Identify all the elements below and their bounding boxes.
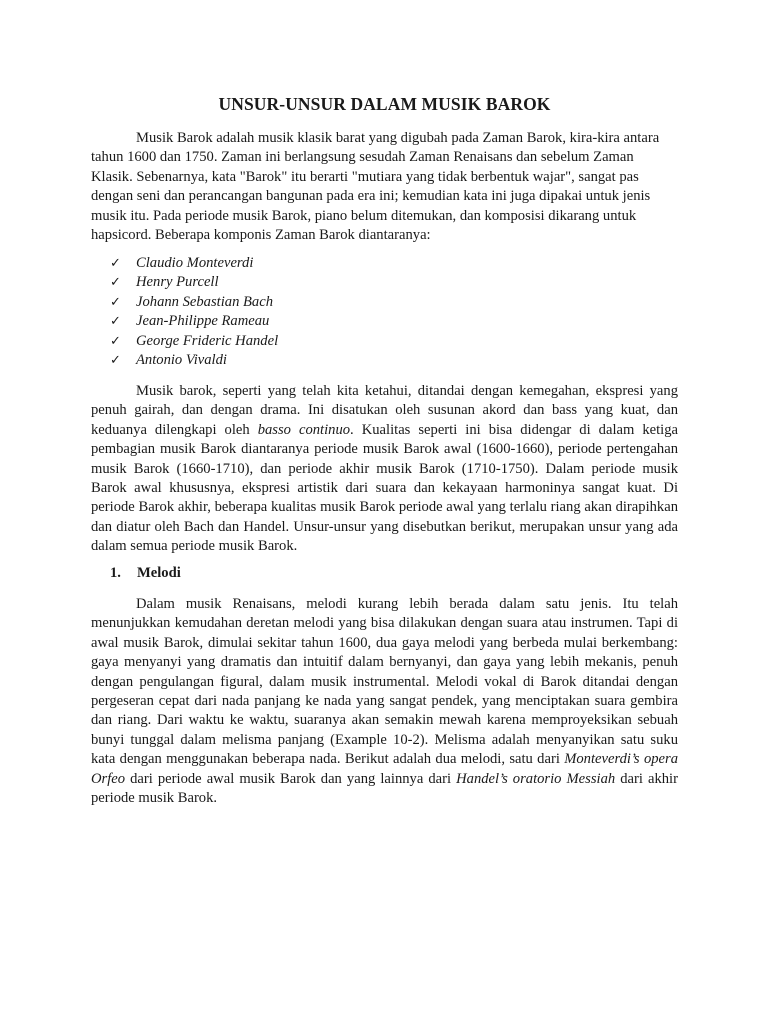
- melody-paragraph: [91, 595, 678, 808]
- text-run: dari akhir periode musik Barok.: [91, 770, 678, 807]
- list-item: [110, 273, 278, 292]
- intro-paragraph: Musik Barok adalah musik klasik barat yang digubah pada Zaman Barok, kira-kira antara tahun 1600 dan 1750. Zaman ini berlangsung sesudah Zaman Renaisans dan sebelum Zaman Klasik. Sebenarnya, kata "Barok" itu berarti "mutiara yang tidak berbentuk wajar", sangat pas dengan seni dan perancangan bangunan pada era ini; kemudian kata ini juga dipakai untuk jenis musik itu. Pada periode musik Barok, piano belum ditemukan, dan komposisi dikarang untuk hapsicord. Beberapa komponis Zaman Barok diantaranya:: [91, 130, 660, 244]
- checkmark-icon: ✓: [110, 314, 121, 330]
- list-item: [110, 332, 278, 351]
- composer-name: Antonio Vivaldi: [136, 352, 227, 369]
- section-title: Melodi: [137, 565, 181, 581]
- emphasis-term: basso continuo: [257, 421, 351, 438]
- emphasis-work: Handel’s oratorio Messiah: [456, 770, 616, 787]
- characteristics-paragraph: [91, 382, 678, 557]
- composer-name: Henry Purcell: [136, 274, 219, 291]
- composer-name: Jean-Philippe Rameau: [136, 313, 270, 330]
- composer-list: [110, 254, 278, 370]
- emphasis-work: Monteverdi’s opera Orfeo: [91, 751, 678, 787]
- checkmark-icon: ✓: [110, 333, 121, 349]
- section-heading: [110, 565, 181, 582]
- composer-name: Claudio Monteverdi: [136, 255, 254, 271]
- checkmark-icon: ✓: [110, 294, 121, 310]
- checkmark-icon: ✓: [110, 275, 121, 291]
- text-run: Dalam musik Renaisans, melodi kurang lebih berada dalam satu jenis. Itu telah menunjukkan kemudahan deretan melodi yang bisa dilakukan dengan suara atau instrumen. Tapi di awal musik Barok, dimulai sekitar tahun 1600, dua gaya melodi yang berbeda mulai berkembang: gaya menyanyi yang dramatis dan intuitif dalam bernyanyi, dan gaya yang lebih mekanis, penuh dengan pengulangan figural, dalam musik instrumental. Melodi vokal di Barok ditandai dengan pergeseran cepat dari nada panjang ke nada yang sangat pendek, yang menciptakan suara gembira dan riang. Dari waktu ke waktu, suaranya akan semakin mewah karena memproyeksikan sebuah bunyi tunggal dalam melisma panjang (Example 10-2). Melisma adalah menyanyikan satu suku kata dengan menggunakan beberapa nada. Berikut adalah dua melodi, satu dari: [91, 596, 678, 768]
- list-item: [110, 254, 278, 273]
- list-item: [110, 351, 278, 370]
- checkmark-icon: ✓: [110, 353, 121, 369]
- list-item: [110, 312, 278, 331]
- composer-name: George Frideric Handel: [136, 332, 279, 349]
- list-item: [110, 293, 278, 312]
- composer-name: Johann Sebastian Bach: [136, 293, 273, 310]
- text-run: Musik barok, seperti yang telah kita ketahui, ditandai dengan kemegahan, ekspresi yang penuh gairah, dan dengan drama. Ini disatukan oleh susunan akord dan bass yang kuat, dan keduanya dilengkapi oleh: [91, 383, 678, 438]
- text-run: . Kualitas seperti ini bisa didengar di dalam ketiga pembagian musik Barok diantaranya periode musik Barok awal (1600-1660), periode pertengahan musik Barok (1660-1710), dan periode akhir musik Barok (1710-1750). Dalam periode musik Barok awal khususnya, ekspresi artistik dari suara dan kekayaan harmoninya sangat kuat. Di periode Barok akhir, beberapa kualitas musik Barok periode awal yang terlalu riang akan dirapihkan dan diatur oleh Bach dan Handel. Unsur-unsur yang disebutkan berikut, merupakan unsur yang ada dalam semua periode musik Barok.: [91, 421, 679, 555]
- text-run: dari periode awal musik Barok dan yang lainnya dari: [125, 770, 457, 787]
- section-number: 1.: [110, 565, 121, 581]
- checkmark-icon: ✓: [110, 256, 121, 271]
- document-title: UNSUR-UNSUR DALAM MUSIK BAROK: [218, 94, 551, 114]
